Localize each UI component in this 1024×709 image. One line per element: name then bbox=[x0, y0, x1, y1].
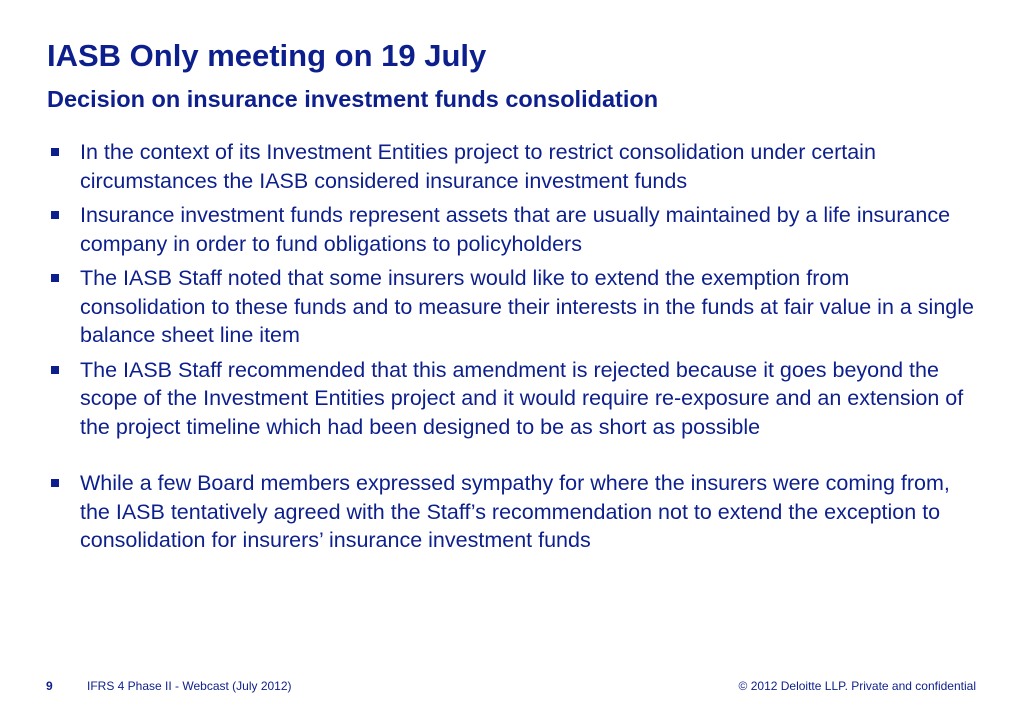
bullet-item bbox=[47, 138, 977, 195]
square-bullet-icon bbox=[51, 211, 59, 219]
footer-title: IFRS 4 Phase II - Webcast (July 2012) bbox=[87, 679, 292, 693]
bullet-item bbox=[47, 264, 977, 350]
bullet-list bbox=[47, 138, 977, 561]
square-bullet-icon bbox=[51, 148, 59, 156]
bullet-item bbox=[47, 469, 977, 555]
copyright-notice: © 2012 Deloitte LLP. Private and confidential bbox=[738, 679, 976, 693]
bullet-item bbox=[47, 356, 977, 442]
bullet-item bbox=[47, 201, 977, 258]
page-number: 9 bbox=[46, 679, 53, 693]
square-bullet-icon bbox=[51, 366, 59, 374]
bullet-text: Insurance investment funds represent assets that are usually maintained by a life insurance company in order to fund obligations to policyholders bbox=[80, 203, 951, 256]
bullet-text: While a few Board members expressed sympathy for where the insurers were coming from, the IASB tentatively agreed with the Staff’s recommendation not to extend the exception to consolidation for insurers’ insurance investment funds bbox=[80, 471, 950, 552]
square-bullet-icon bbox=[51, 274, 59, 282]
slide-title: IASB Only meeting on 19 July bbox=[47, 38, 487, 73]
bullet-text: In the context of its Investment Entities project to restrict consolidation under certain circumstances the IASB considered insurance investment funds bbox=[80, 140, 876, 193]
slide-subtitle: Decision on insurance investment funds consolidation bbox=[47, 86, 659, 112]
square-bullet-icon bbox=[51, 479, 59, 487]
bullet-text: The IASB Staff recommended that this amendment is rejected because it goes beyond the scope of the Investment Entities project and it would require re-exposure and an extension of the project timeline which had been designed to be as short as possible bbox=[80, 357, 964, 439]
bullet-text: The IASB Staff noted that some insurers would like to extend the exemption from consolidation to these funds and to measure their interests in the funds at fair value in a single balance sheet line item bbox=[80, 266, 974, 347]
